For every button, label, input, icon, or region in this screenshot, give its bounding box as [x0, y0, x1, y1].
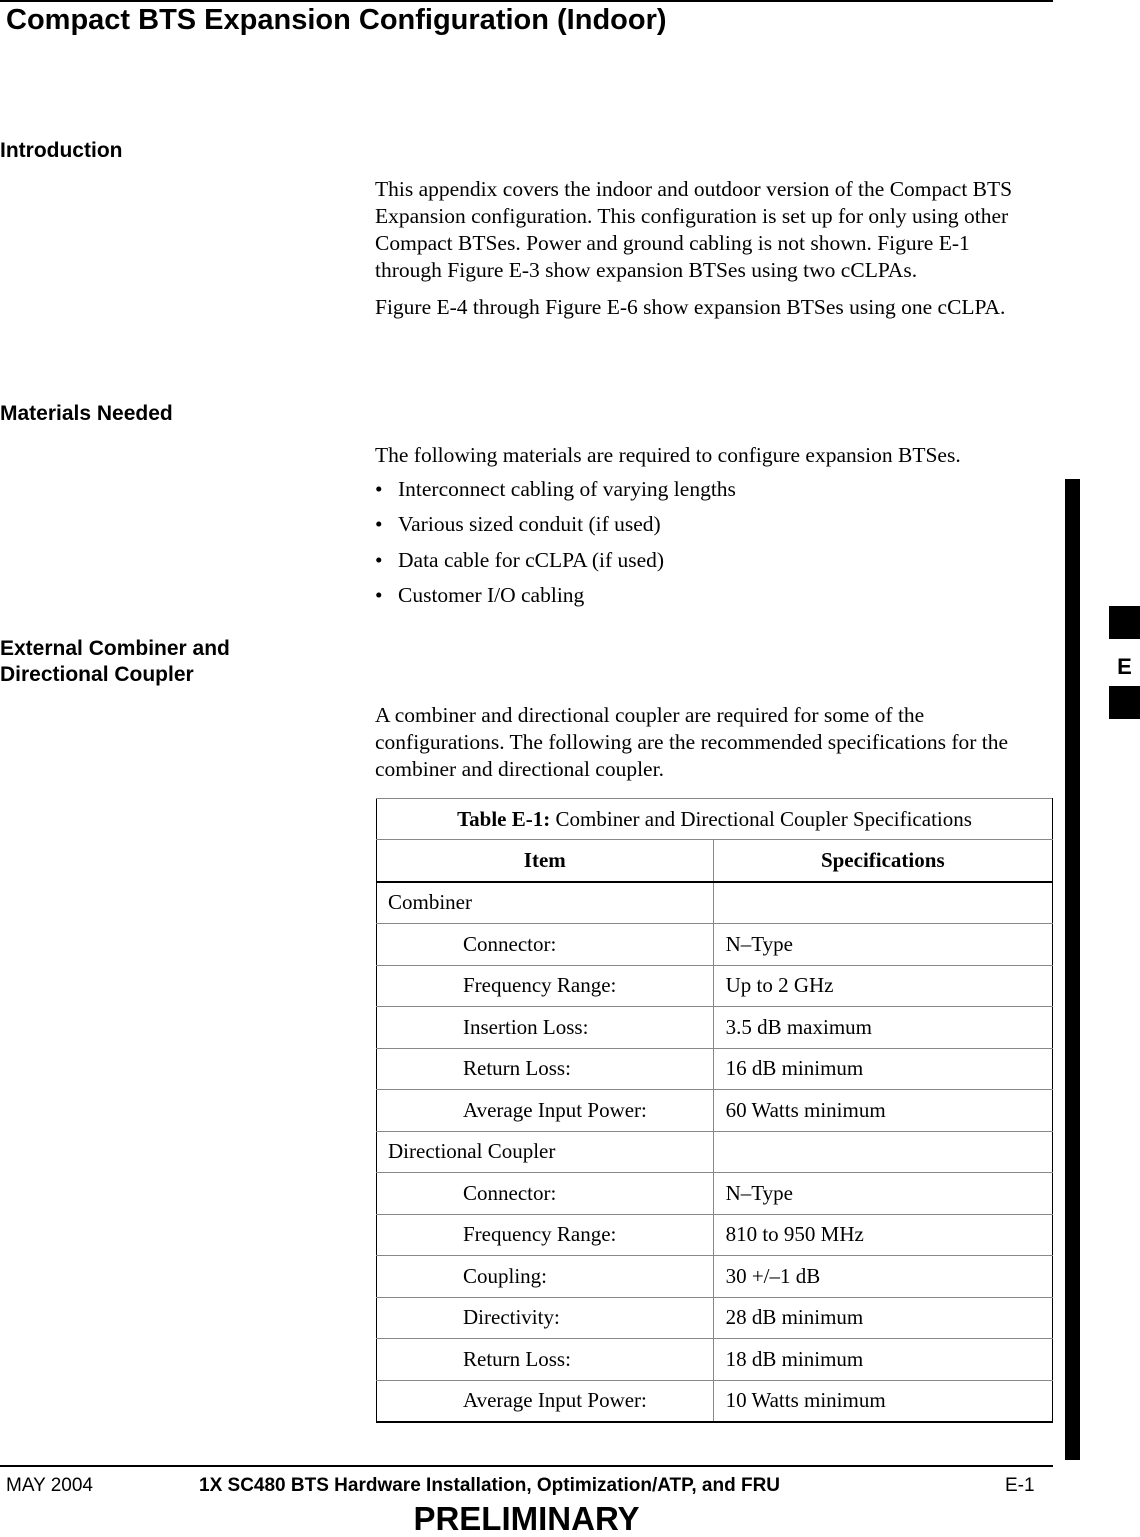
bullet-icon: •: [375, 477, 383, 501]
tab-marker-bottom: [1109, 686, 1140, 719]
appendix-tab-letter: E: [1117, 654, 1132, 679]
page-title: Compact BTS Expansion Configuration (Indoor): [6, 4, 667, 36]
group-empty-cell: [713, 1131, 1052, 1173]
spec-cell: 18 dB minimum: [713, 1339, 1052, 1381]
header-rule: [0, 0, 1053, 2]
spec-cell: Up to 2 GHz: [713, 965, 1052, 1007]
spec-cell: 3.5 dB maximum: [713, 1007, 1052, 1049]
spec-cell: N–Type: [713, 1173, 1052, 1215]
spec-cell: 28 dB minimum: [713, 1297, 1052, 1339]
table-row: [377, 1007, 1053, 1049]
item-cell: Connector:: [377, 1173, 714, 1215]
table-group-row: [377, 882, 1053, 924]
table-caption-label: Table E-1:: [457, 806, 551, 831]
item-cell: Directivity:: [377, 1297, 714, 1339]
table-row: [377, 1090, 1053, 1132]
spec-cell: 30 +/–1 dB: [713, 1256, 1052, 1298]
combiner-heading-line-1: External Combiner and: [0, 637, 230, 660]
preliminary-label: PRELIMINARY: [413, 1500, 640, 1537]
table-caption: [377, 799, 1053, 840]
spec-cell: 10 Watts minimum: [713, 1380, 1052, 1422]
spec-cell: 60 Watts minimum: [713, 1090, 1052, 1132]
materials-item-text: Data cable for cCLPA (if used): [398, 547, 665, 572]
combiner-heading-line-2: Directional Coupler: [0, 663, 194, 686]
group-label: Directional Coupler: [377, 1131, 714, 1173]
item-cell: Frequency Range:: [377, 965, 714, 1007]
change-bar: [1065, 479, 1080, 1460]
table-row: [377, 1339, 1053, 1381]
item-cell: Connector:: [377, 924, 714, 966]
column-header-item: Item: [377, 840, 714, 882]
column-header-specifications: Specifications: [713, 840, 1052, 882]
materials-item-text: Various sized conduit (if used): [398, 512, 661, 537]
table-row: [377, 965, 1053, 1007]
item-cell: Coupling:: [377, 1256, 714, 1298]
table-row: [377, 1380, 1053, 1422]
table-row: [377, 1173, 1053, 1215]
bullet-icon: •: [375, 547, 383, 572]
spec-cell: 810 to 950 MHz: [713, 1214, 1052, 1256]
group-empty-cell: [713, 882, 1052, 924]
table-caption-text: Combiner and Directional Coupler Specifications: [550, 806, 972, 831]
spec-cell: 16 dB minimum: [713, 1048, 1052, 1090]
spec-cell: N–Type: [713, 924, 1052, 966]
item-cell: Return Loss:: [377, 1048, 714, 1090]
table-row: [377, 1256, 1053, 1298]
materials-list-item: [375, 472, 1035, 507]
group-label: Combiner: [377, 882, 714, 924]
item-cell: Frequency Range:: [377, 1214, 714, 1256]
table-row: [377, 1297, 1053, 1339]
introduction-body: [375, 176, 1035, 321]
materials-item-text: Customer I/O cabling: [398, 582, 585, 607]
table-row: [377, 924, 1053, 966]
bullet-icon: •: [375, 582, 383, 607]
materials-list: [375, 472, 1035, 613]
table-row: [377, 1048, 1053, 1090]
item-cell: Return Loss:: [377, 1339, 714, 1381]
tab-marker-top: [1109, 606, 1140, 639]
table-row: [377, 1214, 1053, 1256]
materials-item-text: Interconnect cabling of varying lengths: [398, 477, 736, 501]
spec-table: [376, 798, 1053, 1423]
item-cell: Average Input Power:: [377, 1090, 714, 1132]
materials-list-item: [375, 578, 1035, 613]
materials-heading: Materials Needed: [0, 402, 173, 425]
footer-date: MAY 2004: [6, 1475, 93, 1496]
combiner-heading: [0, 636, 230, 688]
introduction-paragraph-1: This appendix covers the indoor and outdoor version of the Compact BTS Expansion configuration. This configuration is set up for only using other Compact BTSes. Power and ground cabling is not shown. Figure E-1 through Figure E-3 show expansion BTSes using two cCLPAs.: [375, 177, 1013, 282]
introduction-paragraph-2: Figure E-4 through Figure E-6 show expansion BTSes using one cCLPA.: [375, 295, 1006, 319]
footer-doc-title: 1X SC480 BTS Hardware Installation, Optimization/ATP, and FRU: [199, 1475, 781, 1496]
materials-intro: The following materials are required to configure expansion BTSes.: [375, 443, 961, 467]
table-group-row: [377, 1131, 1053, 1173]
introduction-heading: Introduction: [0, 139, 123, 162]
item-cell: Average Input Power:: [377, 1380, 714, 1422]
footer-page-number: E-1: [1005, 1475, 1035, 1496]
combiner-paragraph: A combiner and directional coupler are required for some of the configurations. The following are the recommended specifications for the combiner and directional coupler.: [375, 703, 1009, 781]
footer-rule: [0, 1465, 1053, 1467]
materials-list-item: [375, 543, 1035, 578]
bullet-icon: •: [375, 512, 383, 537]
materials-list-item: [375, 507, 1035, 542]
table-body: [377, 882, 1053, 1423]
item-cell: Insertion Loss:: [377, 1007, 714, 1049]
